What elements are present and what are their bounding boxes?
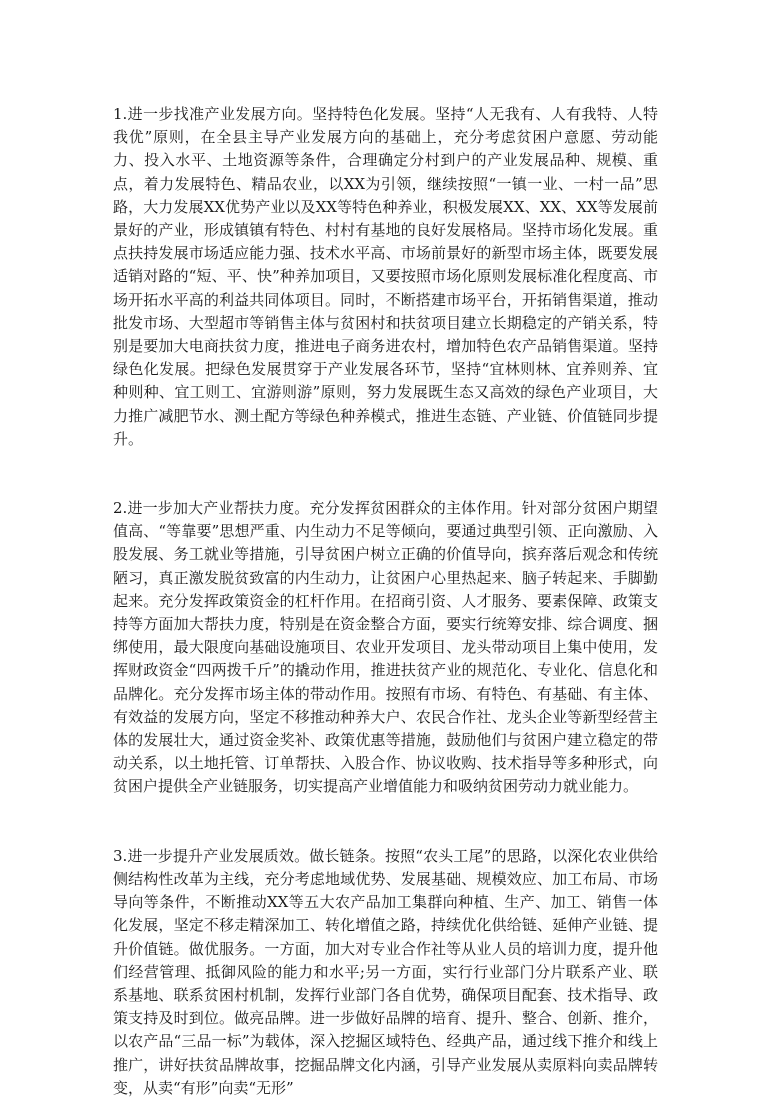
document-body (113, 103, 658, 1100)
paragraph-industry-direction: 1.进一步找准产业发展方向。坚持特色化发展。坚持“人无我有、人有我特、人特我优”原则，在全县主导产业发展方向的基础上，充分考虑贫困户意愿、劳动能力、投入水平、土地资源等条件，合理确定分村到户的产业发展品种、规模、重点，着力发展特色、精品农业，以XX为引领，继续按照“一镇一业、一村一品”思路，大力发展XX优势产业以及XX等特色种养业，积极发展XX、XX、XX等发展前景好的产业，形成镇镇有特色、村村有基地的良好发展格局。坚持市场化发展。重点扶持发展市场适应能力强、技术水平高、市场前景好的新型市场主体，既要发展适销对路的“短、平、快”种养加项目，又要按照市场化原则发展标准化程度高、市场开拓水平高的利益共同体项目。同时，不断搭建市场平台，开拓销售渠道，推动批发市场、大型超市等销售主体与贫困村和扶贫项目建立长期稳定的产销关系，特别是要加大电商扶贫力度，推进电子商务进农村，增加特色农产品销售渠道。坚持绿色化发展。把绿色发展贯穿于产业发展各环节，坚持“宜林则林、宜养则养、宜种则种、宜工则工、宜游则游”原则，努力发展既生态又高效的绿色产业项目，大力推广减肥节水、测土配方等绿色种养模式，推进生态链、产业链、价值链同步提升。 (113, 105, 658, 448)
paragraph-industry-quality: 3.进一步提升产业发展质效。做长链条。按照“农头工尾”的思路，以深化农业供给侧结构性改革为主线，充分考虑地域优势、发展基础、规模效应、加工布局、市场导向等条件，不断推动XX等五大农产品加工集群向种植、生产、加工、销售一体化发展，坚定不移走精深加工、转化增值之路，持续优化供给链、延伸产业链、提升价值链。做优服务。一方面，加大对专业合作社等从业人员的培训力度，提升他们经营管理、抵御风险的能力和水平;另一方面，实行行业部门分片联系产业、联系基地、联系贫困村机制，发挥行业部门各自优势，确保项目配套、技术指导、政策支持及时到位。做亮品牌。进一步做好品牌的培育、提升、整合、创新、推介，以农产品“三品一标”为载体，深入挖掘区域特色、经典产品，通过线下推介和线上推广，讲好扶贫品牌故事，挖掘品牌文化内涵，引导产业发展从卖原料向卖品牌转变，从卖“有形”向卖“无形” (113, 846, 658, 1097)
paragraph-industry-support: 2.进一步加大产业帮扶力度。充分发挥贫困群众的主体作用。针对部分贫困户期望值高、“等靠要”思想严重、内生动力不足等倾向，要通过典型引领、正向激励、入股发展、务工就业等措施，引导贫困户树立正确的价值导向，摈弃落后观念和传统陋习，真正激发脱贫致富的内生动力，让贫困户心里热起来、脑子转起来、手脚勤起来。充分发挥政策资金的杠杆作用。在招商引资、人才服务、要素保障、政策支持等方面加大帮扶力度，特别是在资金整合方面，要实行统筹安排、综合调度、捆绑使用，最大限度向基础设施项目、农业开发项目、龙头带动项目上集中使用，发挥财政资金“四两拨千斤”的撬动作用，推进扶贫产业的规范化、专业化、信息化和品牌化。充分发挥市场主体的带动作用。按照有市场、有特色、有基础、有主体、有效益的发展方向，坚定不移推动种养大户、农民合作社、龙头企业等新型经营主体的发展壮大，通过资金奖补、政策优惠等措施，鼓励他们与贫困户建立稳定的带动关系，以土地托管、订单帮扶、入股合作、协议收购、技术指导等多种形式，向贫困户提供全产业链服务，切实提高产业增值能力和吸纳贫困劳动力就业能力。 (113, 499, 658, 796)
